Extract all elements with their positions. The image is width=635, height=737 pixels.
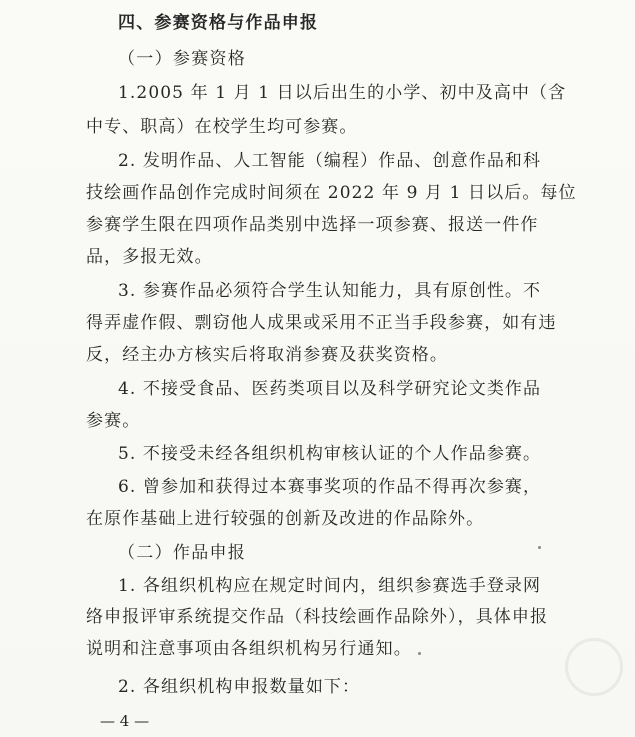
- paragraph-6-line-2: 在原作基础上进行较强的创新及改进的作品除外。: [86, 509, 485, 529]
- page-number: — 4 —: [100, 712, 150, 730]
- paragraph-8-line-1: 2. 各组织机构申报数量如下：: [118, 677, 361, 697]
- paragraph-3-line-3: 反，经主办方核实后将取消参赛及获奖资格。: [86, 345, 448, 365]
- paragraph-4-line-2: 参赛。: [86, 411, 141, 431]
- paragraph-5-line-1: 5. 不接受未经各组织机构审核认证的个人作品参赛。: [118, 444, 542, 464]
- subsection-heading-submission: （二）作品申报: [118, 543, 247, 563]
- scan-speck: [538, 546, 541, 549]
- paragraph-1-line-1: 1.2005 年 1 月 1 日以后出生的小学、初中及高中（含: [118, 83, 567, 103]
- subsection-heading-eligibility: （一）参赛资格: [118, 49, 247, 69]
- paragraph-4-line-1: 4. 不接受食品、医药类项目以及科学研究论文类作品: [118, 379, 542, 399]
- paragraph-6-line-1: 6. 曾参加和获得过本赛事奖项的作品不得再次参赛，: [118, 477, 542, 497]
- section-heading: 四、参赛资格与作品申报: [118, 13, 319, 33]
- paragraph-2-line-4: 品，多报无效。: [86, 247, 213, 267]
- paragraph-1-line-2: 中专、职高）在校学生均可参赛。: [86, 117, 358, 137]
- paragraph-7-line-1: 1. 各组织机构应在规定时间内，组织参赛选手登录网: [118, 576, 542, 596]
- paragraph-2-line-2: 技绘画作品创作完成时间须在 2022 年 9 月 1 日以后。每位: [86, 183, 577, 203]
- paragraph-3-line-1: 3. 参赛作品必须符合学生认知能力，具有原创性。不: [118, 281, 542, 301]
- paragraph-3-line-2: 得弄虚作假、剽窃他人成果或采用不正当手段参赛，如有违: [86, 313, 557, 333]
- paragraph-7-line-2: 络申报评审系统提交作品（科技绘画作品除外），具体申报: [86, 607, 549, 627]
- faint-stamp-mark: [565, 638, 623, 696]
- paragraph-7-line-3: 说明和注意事项由各组织机构另行通知。: [86, 639, 412, 659]
- paragraph-2-line-3: 参赛学生限在四项作品类别中选择一项参赛、报送一件作: [86, 215, 539, 235]
- scan-speck: [418, 652, 421, 655]
- paragraph-2-line-1: 2. 发明作品、人工智能（编程）作品、创意作品和科: [118, 151, 542, 171]
